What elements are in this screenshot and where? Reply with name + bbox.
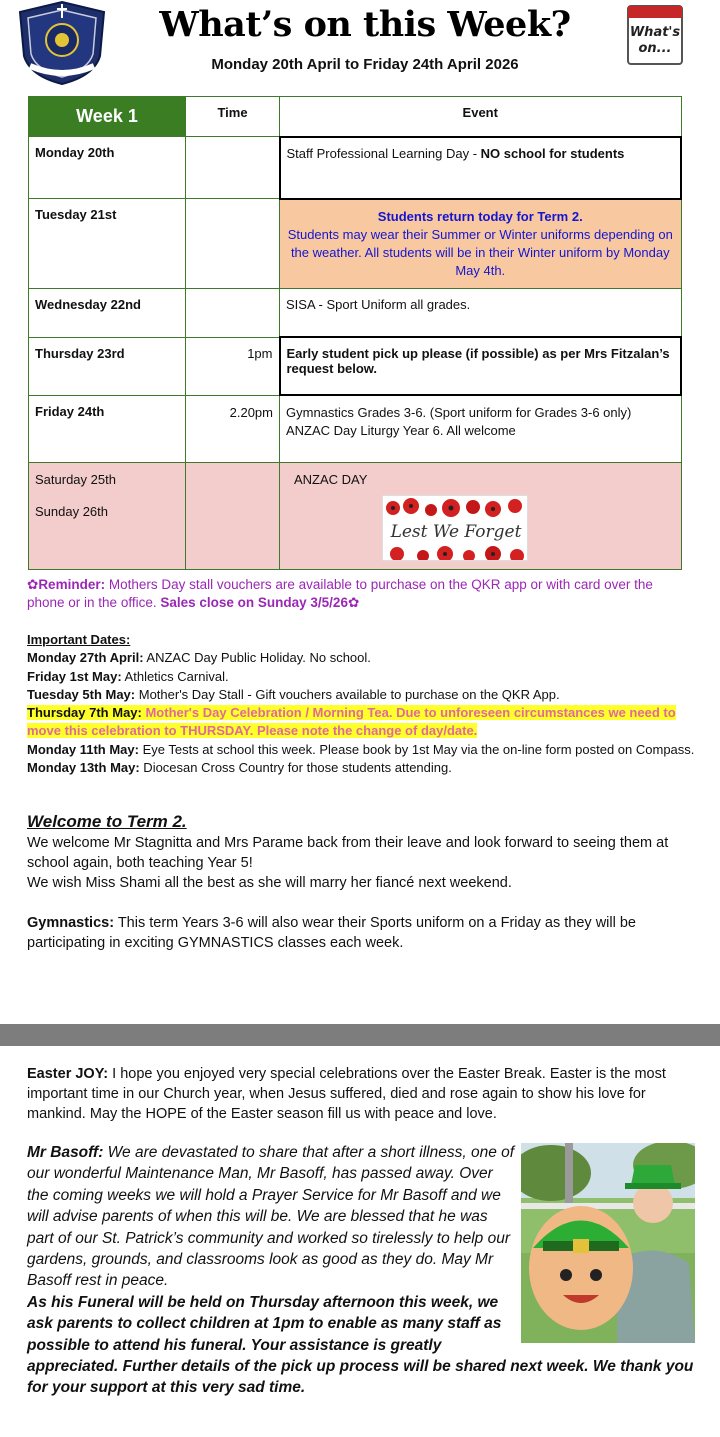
important-dates-heading: Important Dates: bbox=[27, 632, 131, 647]
list-item bbox=[27, 741, 707, 759]
list-item bbox=[27, 686, 707, 704]
basoff-bold-text: As his Funeral will be held on Thursday afternoon this week, we ask parents to collect children at 1pm to enable as many staff as possible to attend his funeral. Your assistance is greatly appreciated. Further details of the pick up process will be shared next week. We thank you for your support at this very sad time. bbox=[27, 1293, 694, 1397]
easter-text: I hope you enjoyed very special celebrations over the Easter Break. Easter is the most important time in our Church year, when Jesus suffered, died and rose again to show his love for mankind. May the HOPE of the Easter season fill us with peace and love. bbox=[27, 1066, 666, 1122]
reminder-label: Reminder: bbox=[38, 577, 106, 592]
date-label: Monday 13th May: bbox=[27, 760, 140, 776]
date-text: Diocesan Cross Country for those students attending. bbox=[139, 760, 452, 776]
time-cell bbox=[186, 137, 280, 199]
flower-icon: ✿ bbox=[347, 595, 360, 610]
day-cell: Tuesday 21st bbox=[29, 199, 186, 289]
event-cell bbox=[280, 137, 682, 199]
welcome-paragraph: We welcome Mr Stagnitta and Mrs Parame back from their leave and look forward to seeing them at school again, both teaching Year 5! bbox=[27, 835, 669, 871]
mr-basoff-photo bbox=[521, 1143, 695, 1343]
table-row bbox=[29, 462, 682, 569]
list-item bbox=[27, 668, 707, 686]
table-row bbox=[29, 199, 682, 289]
event-text: Students may wear their Summer or Winter uniforms depending on the weather. All students will be in their Winter uniform by Monday May 4th. bbox=[287, 226, 673, 278]
table-row bbox=[29, 337, 682, 395]
event-text: Gymnastics Grades 3-6. (Sport uniform for Grades 3-6 only) bbox=[286, 405, 632, 420]
week-schedule-table bbox=[28, 96, 682, 570]
header-time: Time bbox=[186, 97, 280, 137]
event-cell bbox=[280, 395, 682, 462]
gymnastics-note bbox=[27, 913, 707, 953]
date-label: Monday 11th May: bbox=[27, 741, 139, 757]
table-row bbox=[29, 137, 682, 199]
reminder-text: Mothers Day stall vouchers are available to purchase on the QKR app or with card over the phone or in the office. bbox=[27, 577, 653, 610]
welcome-section bbox=[27, 812, 707, 893]
date-text: Eye Tests at school this week. Please book by 1st May via the on-line form posted on Compass. bbox=[138, 741, 695, 757]
date-label: Monday 27th April: bbox=[27, 650, 144, 666]
day-cell: Wednesday 22nd bbox=[29, 288, 186, 337]
header-event: Event bbox=[280, 97, 682, 137]
event-cell bbox=[280, 337, 682, 395]
date-text: Mother's Day Stall - Gift vouchers available to purchase on the QKR App. bbox=[135, 686, 560, 702]
day-text: Saturday 25th bbox=[35, 471, 116, 487]
basoff-text: We are devastated to share that after a short illness, one of our wonderful Maintenance Man, Mr Basoff, has passed away. Over the coming weeks we will hold a Prayer Service for Mr Basoff and we will advise parents of when this will be. We are blessed that he was part of our St. Patrick’s community and worked so tirelessly to help our gardens, grounds, and classrooms look as good as they do. May Mr Basoff rest in peace. bbox=[27, 1144, 515, 1290]
table-row bbox=[29, 288, 682, 337]
time-cell bbox=[186, 288, 280, 337]
lest-we-forget-text: Lest We Forget bbox=[390, 521, 522, 542]
easter-label: Easter JOY: bbox=[27, 1066, 109, 1082]
time-cell: 1pm bbox=[186, 337, 280, 395]
gymnastics-label: Gymnastics: bbox=[27, 915, 115, 931]
list-item bbox=[27, 649, 707, 667]
lest-we-forget-image bbox=[382, 495, 528, 561]
page-title: What’s on this Week? bbox=[159, 4, 571, 45]
important-dates bbox=[27, 631, 707, 777]
date-label: Tuesday 5th May: bbox=[27, 686, 136, 702]
day-cell bbox=[29, 462, 186, 569]
gymnastics-text: This term Years 3-6 will also wear their Sports uniform on a Friday as they will be participating in exciting GYMNASTICS classes each week. bbox=[27, 915, 636, 951]
event-text: Staff Professional Learning Day - bbox=[286, 145, 481, 161]
easter-note bbox=[27, 1064, 697, 1124]
basoff-label: Mr Basoff: bbox=[27, 1144, 104, 1161]
list-item-highlighted bbox=[27, 704, 707, 741]
day-cell: Thursday 23rd bbox=[29, 337, 186, 395]
whats-on-line2: on... bbox=[638, 41, 672, 56]
welcome-paragraph: We wish Miss Shami all the best as she will marry her fiancé next weekend. bbox=[27, 875, 512, 891]
reminder-bold: Sales close on Sunday 3/5/26 bbox=[160, 595, 348, 610]
welcome-heading: Welcome to Term 2. bbox=[27, 812, 187, 831]
event-bold-text: NO school for students bbox=[480, 145, 625, 161]
whats-on-line1: What's bbox=[629, 25, 681, 40]
event-title: Students return today for Term 2. bbox=[377, 208, 583, 224]
header-week: Week 1 bbox=[29, 97, 186, 137]
time-cell bbox=[186, 199, 280, 289]
date-text: Mother's Day Celebration / Morning Tea. Due to unforeseen circumstances we need to move this celebration to THURSDAY. Please note the change of day/date. bbox=[27, 705, 676, 739]
date-text: ANZAC Day Public Holiday. No school. bbox=[143, 650, 371, 666]
table-header-row bbox=[29, 97, 682, 137]
list-item bbox=[27, 759, 707, 777]
time-cell bbox=[186, 395, 280, 462]
date-label: Thursday 7th May: bbox=[27, 705, 142, 721]
event-cell bbox=[280, 199, 682, 289]
day-cell: Monday 20th bbox=[29, 137, 186, 199]
school-crest-logo bbox=[16, 0, 108, 86]
photo-image bbox=[521, 1143, 695, 1343]
time-cell bbox=[186, 462, 280, 569]
event-text: ANZAC Day Liturgy Year 6. All welcome bbox=[286, 423, 516, 438]
reminder-note bbox=[27, 576, 687, 612]
event-cell bbox=[280, 462, 682, 569]
day-cell: Friday 24th bbox=[29, 395, 186, 462]
flower-icon: ✿ bbox=[27, 577, 39, 592]
table-row bbox=[29, 395, 682, 462]
section-divider bbox=[0, 1024, 720, 1046]
date-range: Monday 20th April to Friday 24th April 2026 bbox=[211, 56, 519, 73]
event-bold-text: Early student pick up please (if possible) as per Mrs Fitzalan’s request below. bbox=[286, 346, 670, 376]
event-text: ANZAC DAY bbox=[294, 471, 368, 487]
day-text: Sunday 26th bbox=[35, 503, 109, 519]
whats-on-calendar-icon bbox=[626, 0, 684, 68]
time-line: 2.20pm bbox=[229, 404, 273, 420]
event-cell: SISA - Sport Uniform all grades. bbox=[280, 288, 682, 337]
mr-basoff-notice bbox=[27, 1142, 695, 1399]
header bbox=[0, 0, 720, 92]
date-label: Friday 1st May: bbox=[27, 668, 122, 684]
date-text: Athletics Carnival. bbox=[121, 668, 229, 684]
